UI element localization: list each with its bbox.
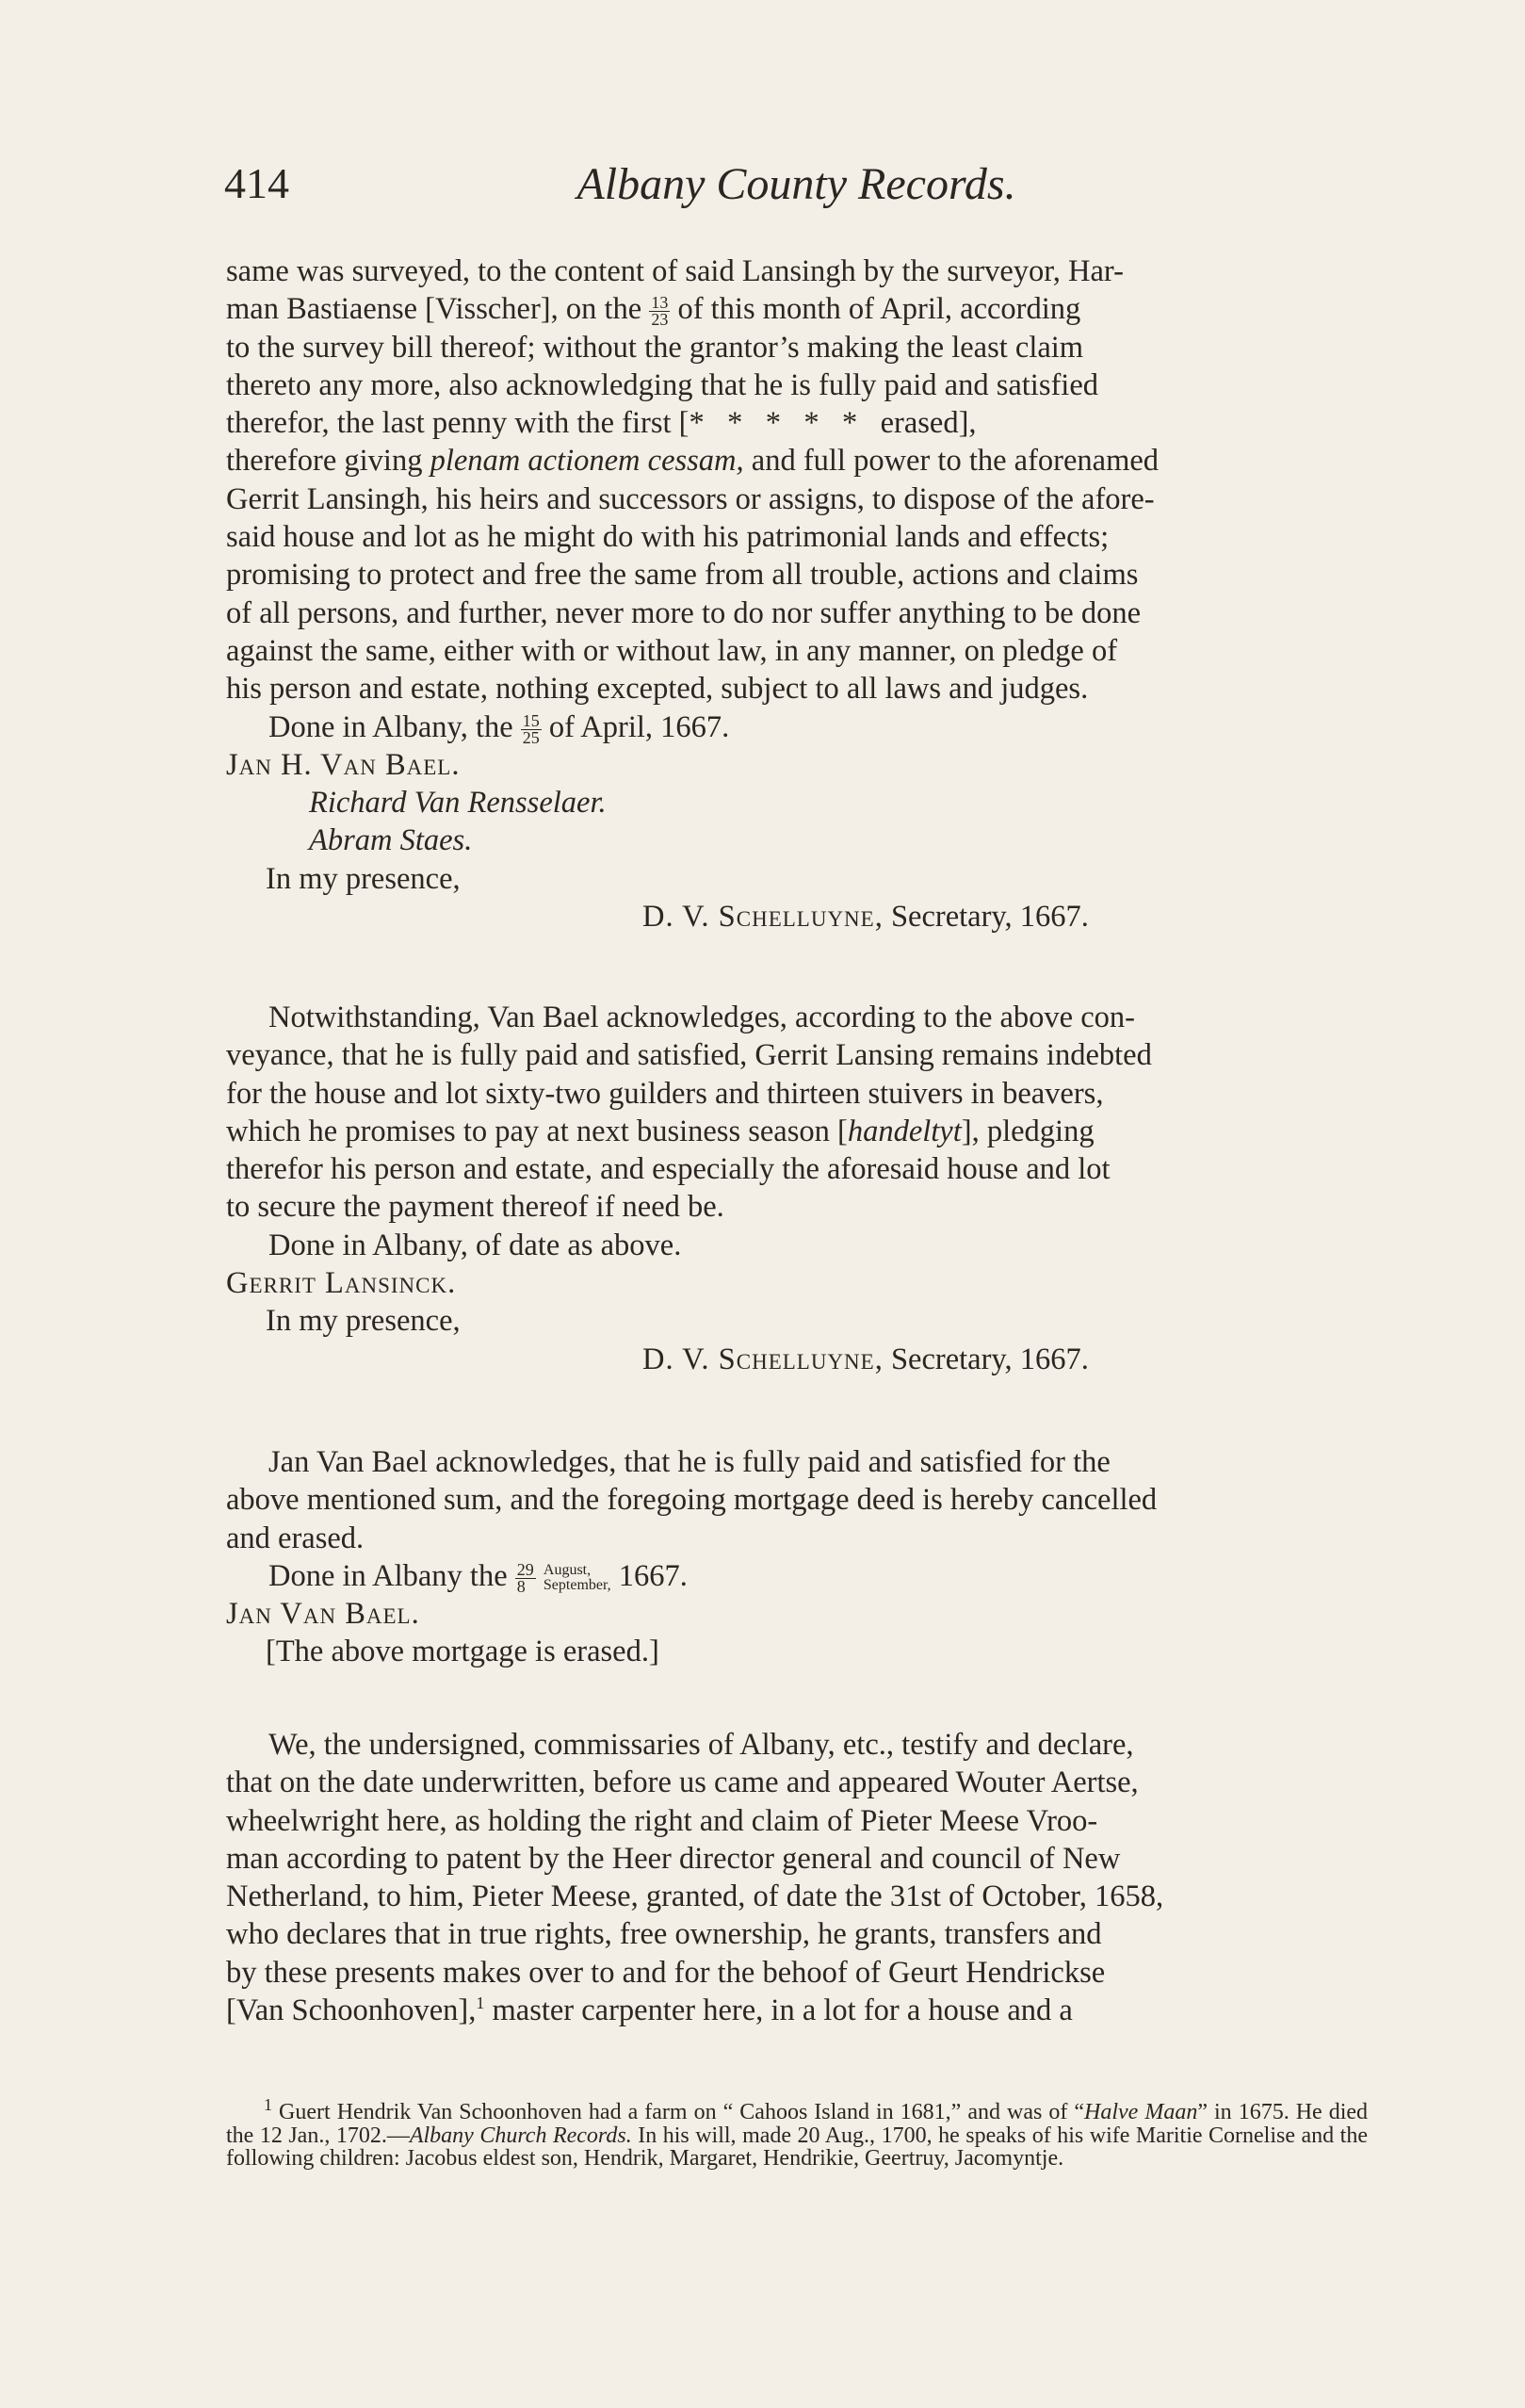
text-line: promising to protect and free the same from all trouble, actions and claims — [226, 558, 1139, 593]
text-line: for the house and lot sixty-two guilders and thirteen stuivers in beavers, — [226, 1076, 1104, 1111]
text-line: of all persons, and further, never more to do nor suffer anything to be done — [226, 595, 1142, 630]
text-line: against the same, either with or without law, in any manner, on pledge of — [226, 633, 1118, 668]
text-line: veyance, that he is fully paid and satisfied, Gerrit Lansing remains indebted — [226, 1038, 1152, 1073]
presence-line: In my presence, — [266, 1304, 461, 1339]
text-line: wheelwright here, as holding the right and claim of Pieter Meese Vroo- — [226, 1803, 1098, 1838]
month-stack: August, September, — [543, 1562, 611, 1594]
running-title: Albany County Records. — [576, 159, 1016, 209]
text-line: therefor his person and estate, and especially the aforesaid house and lot — [226, 1152, 1111, 1187]
deed-4-text — [226, 1726, 1368, 2029]
text-line: Notwithstanding, Van Bael acknowledges, according to the above con- — [268, 1001, 1135, 1034]
done-line: Done in Albany, of date as above. — [268, 1228, 682, 1262]
footnote-marker: 1 — [264, 2095, 272, 2114]
text-line: man according to patent by the Heer director general and council of New — [226, 1841, 1121, 1876]
witness: Abram Staes. — [309, 823, 473, 858]
deed-1-text — [226, 252, 1368, 936]
text-line: thereto any more, also acknowledging that he is fully paid and satisfied — [226, 367, 1098, 402]
text-line: and erased. — [226, 1521, 365, 1555]
text-line: his person and estate, nothing excepted, subject to all laws and judges. — [226, 672, 1089, 707]
done-line: Done in Albany, the $\frac{15}{25}$ of April, 1667. — [268, 709, 730, 747]
page-number: 414 — [224, 159, 289, 207]
text-line: that on the date underwritten, before us came and appeared Wouter Aertse, — [226, 1765, 1139, 1800]
erasure-note: [The above mortgage is erased.] — [266, 1635, 659, 1669]
deed-3-text — [226, 1443, 1368, 1671]
text-line: which he promises to pay at next business season [handeltyt], pledging — [226, 1114, 1095, 1148]
signature: Gerrit Lansinck. — [226, 1266, 457, 1301]
text-line: therefor, the last penny with the first [* * * * * erased], — [226, 406, 977, 441]
text-line: Gerrit Lansingh, his heirs and successors or assigns, to dispose of the afore- — [226, 481, 1155, 516]
text-line: same was surveyed, to the content of said Lansingh by the surveyor, Har- — [226, 254, 1124, 288]
signature: Jan H. Van Bael. — [226, 747, 461, 782]
text-line: said house and lot as he might do with his patrimonial lands and effects; — [226, 520, 1110, 555]
done-line: Done in Albany the $\frac{29}{8}$ August, September, 1667. — [268, 1558, 688, 1596]
witness: Richard Van Rensselaer. — [309, 786, 607, 821]
page-header — [224, 158, 1369, 215]
fraction: $\frac{13}{23}$ — [651, 293, 669, 330]
text-line: who declares that in true rights, free ownership, he grants, transfers and — [226, 1917, 1102, 1952]
secretary-line: D. V. Schelluyne, Secretary, 1667. — [642, 1342, 1089, 1376]
text-line: therefore giving plenam actionem cessam, and full power to the aforenamed — [226, 444, 1160, 479]
text-line: to the survey bill thereof; without the grantor’s making the least claim — [226, 330, 1084, 365]
text-line: by these presents makes over to and for the behoof of Geurt Hendrickse — [226, 1955, 1106, 1990]
text-line: We, the undersigned, commissaries of Albany, etc., testify and declare, — [268, 1728, 1134, 1762]
text-line: [Van Schoonhoven],$^1$ master carpenter here, in a lot for a house and a — [226, 1993, 1073, 2028]
fraction: $\frac{15}{25}$ — [522, 710, 540, 747]
text-line: Netherland, to him, Pieter Meese, granted, of date the 31st of October, 1658, — [226, 1879, 1164, 1914]
footnote: $^1$ Guert Hendrik Van Schoonhoven had a farm on “ Cahoos Island in 1681,” and was of “Halve Maan” in 1675. He died the 12 Jan., 1702.—Albany Church Records. In his will, made 20 Aug., 1700, he speaks of his wife Maritie Cornelise and the following children: Jacobus eldest son, Hendrik, Margaret, Hendrikie, Geertruy, Jacomyntje. — [226, 2095, 1369, 2171]
presence-line: In my presence, — [266, 861, 461, 896]
text-line: to secure the payment thereof if need be. — [226, 1190, 724, 1225]
text-line: above mentioned sum, and the foregoing mortgage deed is hereby cancelled — [226, 1483, 1158, 1518]
text-line: man Bastiaense [Visscher], on the $\frac{13}{23}$ of this month of April, according — [226, 292, 1081, 330]
secretary-line: D. V. Schelluyne, Secretary, 1667. — [642, 900, 1089, 935]
text-line: Jan Van Bael acknowledges, that he is fully paid and satisfied for the — [268, 1445, 1111, 1479]
signature: Jan Van Bael. — [226, 1597, 420, 1632]
deed-2-text — [226, 999, 1368, 1378]
footnote-reference: 1 — [476, 1993, 485, 2013]
fraction: $\frac{29}{8}$ — [516, 1559, 534, 1596]
